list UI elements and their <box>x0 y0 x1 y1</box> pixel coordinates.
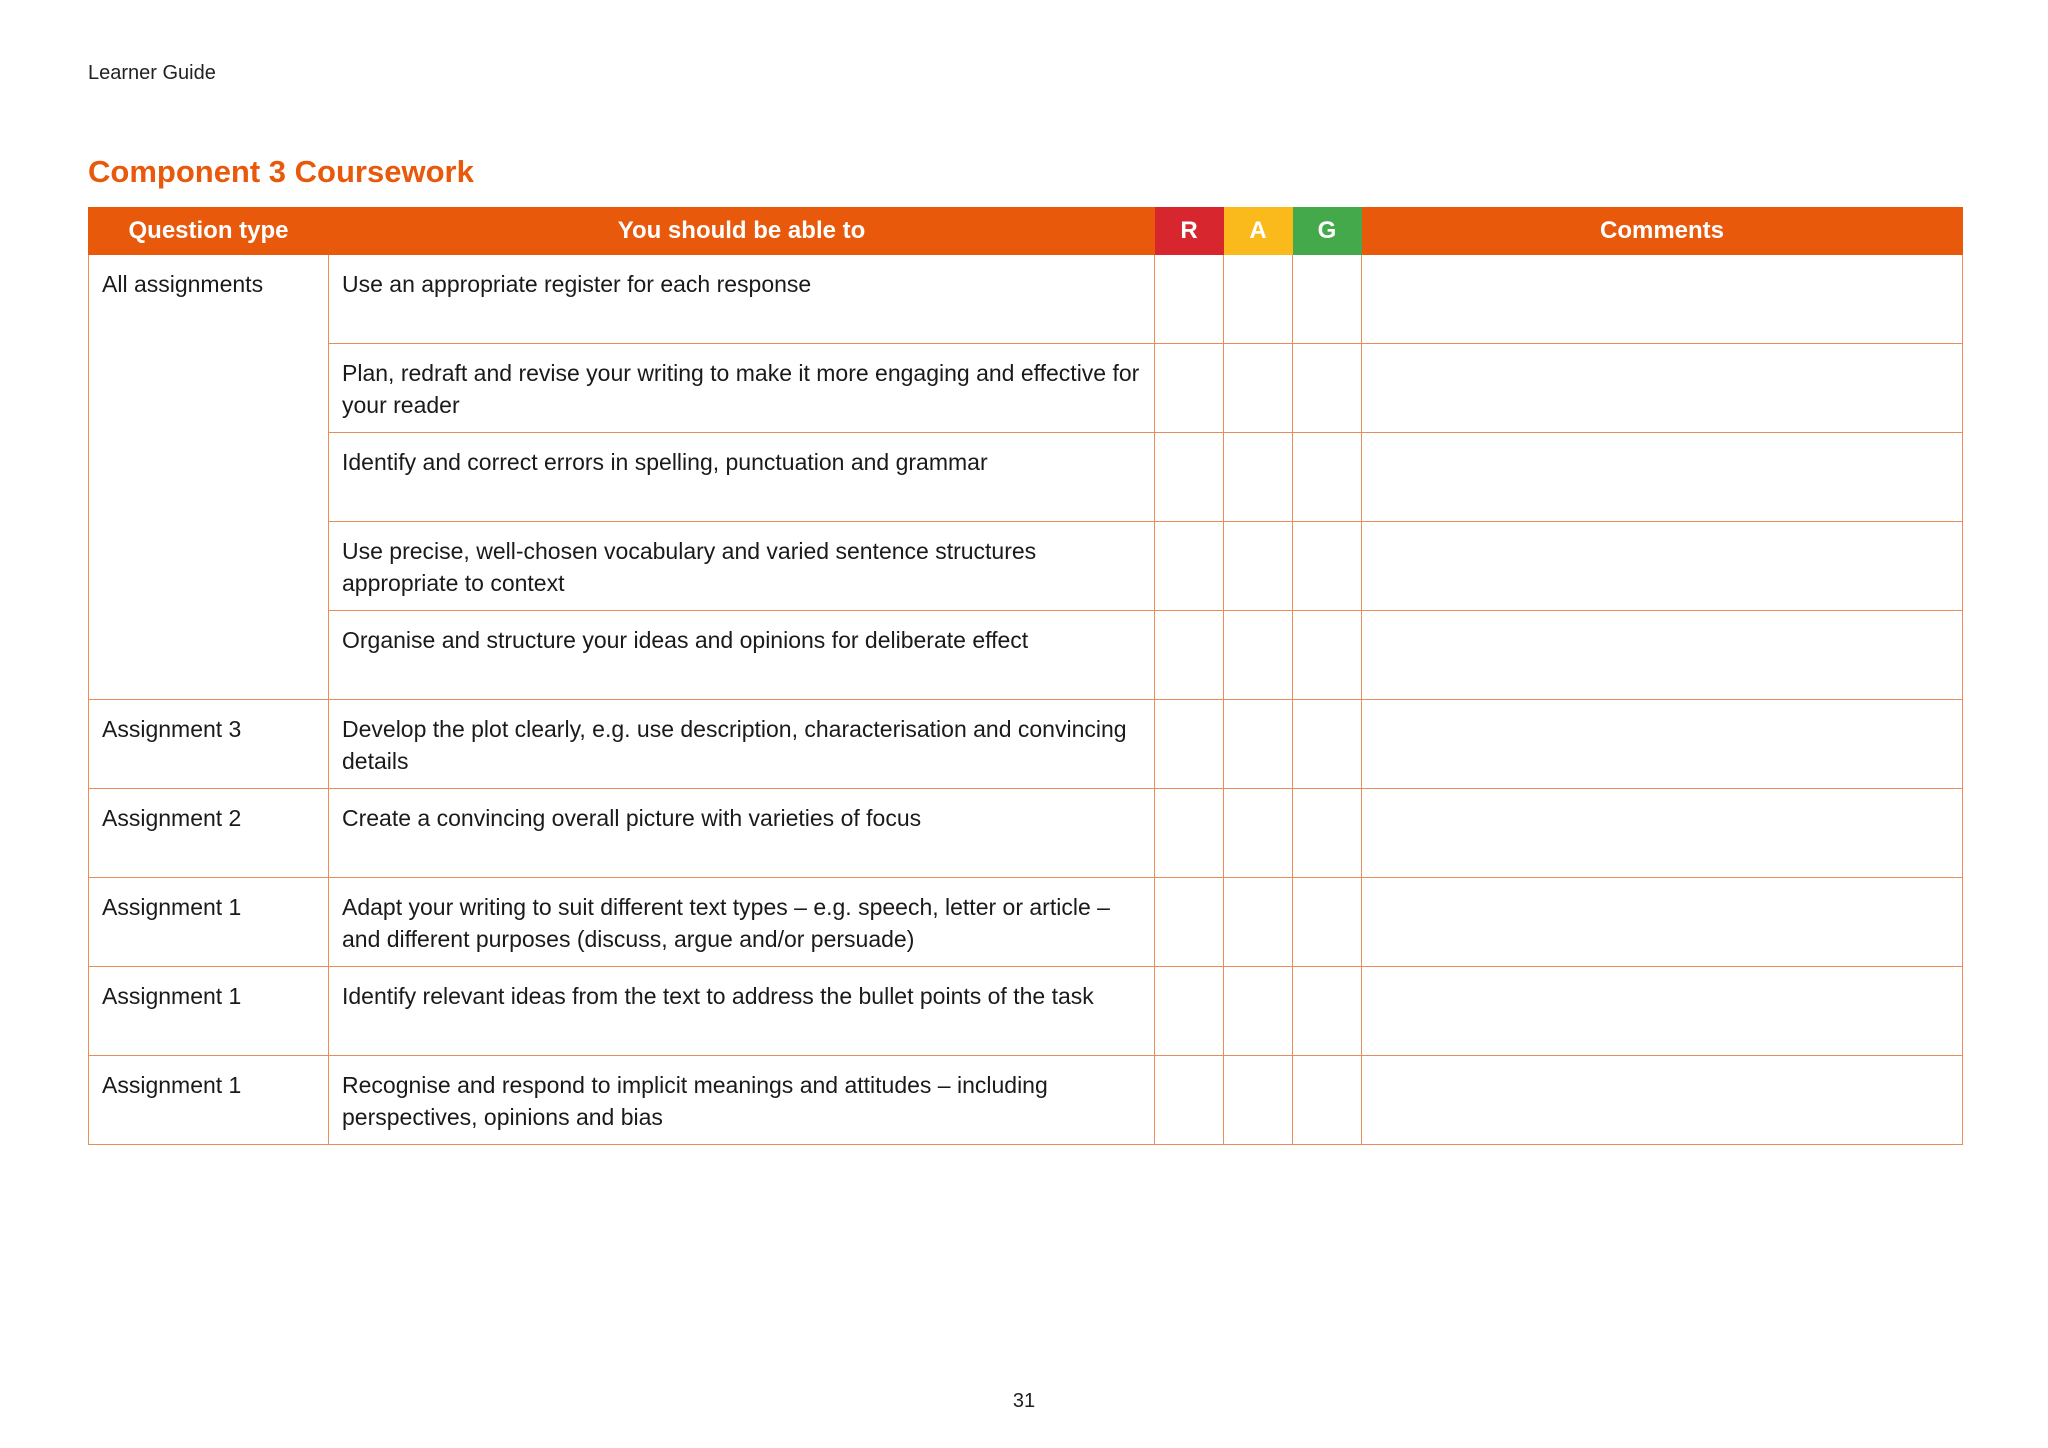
comments-cell[interactable] <box>1362 967 1963 1056</box>
rag-green-cell[interactable] <box>1293 700 1362 789</box>
running-header: Learner Guide <box>88 62 216 84</box>
question-type-cell: All assignments <box>89 255 329 700</box>
table-body <box>89 255 1963 1145</box>
question-type-cell: Assignment 1 <box>89 1056 329 1145</box>
question-type-cell: Assignment 1 <box>89 967 329 1056</box>
rag-green-cell[interactable] <box>1293 789 1362 878</box>
rag-red-cell[interactable] <box>1155 611 1224 700</box>
table-row <box>89 1056 1963 1145</box>
comments-cell[interactable] <box>1362 789 1963 878</box>
rag-amber-cell[interactable] <box>1224 344 1293 433</box>
rag-red-cell[interactable] <box>1155 1056 1224 1145</box>
table-header-row <box>89 208 1963 255</box>
header-comments: Comments <box>1362 208 1963 255</box>
skill-cell: Organise and structure your ideas and opinions for deliberate effect <box>329 611 1155 700</box>
rag-green-cell[interactable] <box>1293 522 1362 611</box>
table-row <box>89 789 1963 878</box>
rag-red-cell[interactable] <box>1155 700 1224 789</box>
rag-amber-cell[interactable] <box>1224 700 1293 789</box>
rag-green-cell[interactable] <box>1293 967 1362 1056</box>
comments-cell[interactable] <box>1362 344 1963 433</box>
rag-amber-cell[interactable] <box>1224 1056 1293 1145</box>
header-rag-green: G <box>1293 208 1362 255</box>
skill-cell: Use an appropriate register for each response <box>329 255 1155 344</box>
skill-cell: Adapt your writing to suit different text types – e.g. speech, letter or article – and different purposes (discuss, argue and/or persuade) <box>329 878 1155 967</box>
skill-cell: Use precise, well-chosen vocabulary and varied sentence structures appropriate to context <box>329 522 1155 611</box>
rag-green-cell[interactable] <box>1293 1056 1362 1145</box>
question-type-cell: Assignment 1 <box>89 878 329 967</box>
rag-amber-cell[interactable] <box>1224 433 1293 522</box>
table-row <box>89 344 1963 433</box>
skill-cell: Create a convincing overall picture with varieties of focus <box>329 789 1155 878</box>
table-row <box>89 433 1963 522</box>
table-row <box>89 967 1963 1056</box>
comments-cell[interactable] <box>1362 1056 1963 1145</box>
header-you-should-be-able-to: You should be able to <box>329 208 1155 255</box>
rag-red-cell[interactable] <box>1155 344 1224 433</box>
skill-cell: Recognise and respond to implicit meanings and attitudes – including perspectives, opinions and bias <box>329 1056 1155 1145</box>
rag-amber-cell[interactable] <box>1224 789 1293 878</box>
comments-cell[interactable] <box>1362 522 1963 611</box>
rag-amber-cell[interactable] <box>1224 878 1293 967</box>
table-row <box>89 700 1963 789</box>
question-type-cell: Assignment 2 <box>89 789 329 878</box>
comments-cell[interactable] <box>1362 700 1963 789</box>
rag-red-cell[interactable] <box>1155 878 1224 967</box>
rag-amber-cell[interactable] <box>1224 522 1293 611</box>
table-row <box>89 255 1963 344</box>
header-rag-red: R <box>1155 208 1224 255</box>
page-number: 31 <box>1012 1390 1036 1412</box>
rag-red-cell[interactable] <box>1155 789 1224 878</box>
rag-green-cell[interactable] <box>1293 433 1362 522</box>
skill-cell: Identify and correct errors in spelling, punctuation and grammar <box>329 433 1155 522</box>
table-row <box>89 522 1963 611</box>
rag-green-cell[interactable] <box>1293 344 1362 433</box>
rag-green-cell[interactable] <box>1293 255 1362 344</box>
header-rag-amber: A <box>1224 208 1293 255</box>
coursework-rag-table <box>88 207 1963 1145</box>
rag-green-cell[interactable] <box>1293 611 1362 700</box>
header-question-type: Question type <box>89 208 329 255</box>
comments-cell[interactable] <box>1362 433 1963 522</box>
table-row <box>89 611 1963 700</box>
comments-cell[interactable] <box>1362 878 1963 967</box>
skill-cell: Identify relevant ideas from the text to address the bullet points of the task <box>329 967 1155 1056</box>
rag-red-cell[interactable] <box>1155 255 1224 344</box>
rag-amber-cell[interactable] <box>1224 611 1293 700</box>
section-title: Component 3 Coursework <box>88 154 474 189</box>
skill-cell: Develop the plot clearly, e.g. use description, characterisation and convincing details <box>329 700 1155 789</box>
question-type-cell: Assignment 3 <box>89 700 329 789</box>
rag-red-cell[interactable] <box>1155 433 1224 522</box>
rag-amber-cell[interactable] <box>1224 967 1293 1056</box>
rag-amber-cell[interactable] <box>1224 255 1293 344</box>
skill-cell: Plan, redraft and revise your writing to make it more engaging and effective for your reader <box>329 344 1155 433</box>
table-row <box>89 878 1963 967</box>
comments-cell[interactable] <box>1362 255 1963 344</box>
rag-red-cell[interactable] <box>1155 967 1224 1056</box>
rag-green-cell[interactable] <box>1293 878 1362 967</box>
rag-red-cell[interactable] <box>1155 522 1224 611</box>
comments-cell[interactable] <box>1362 611 1963 700</box>
